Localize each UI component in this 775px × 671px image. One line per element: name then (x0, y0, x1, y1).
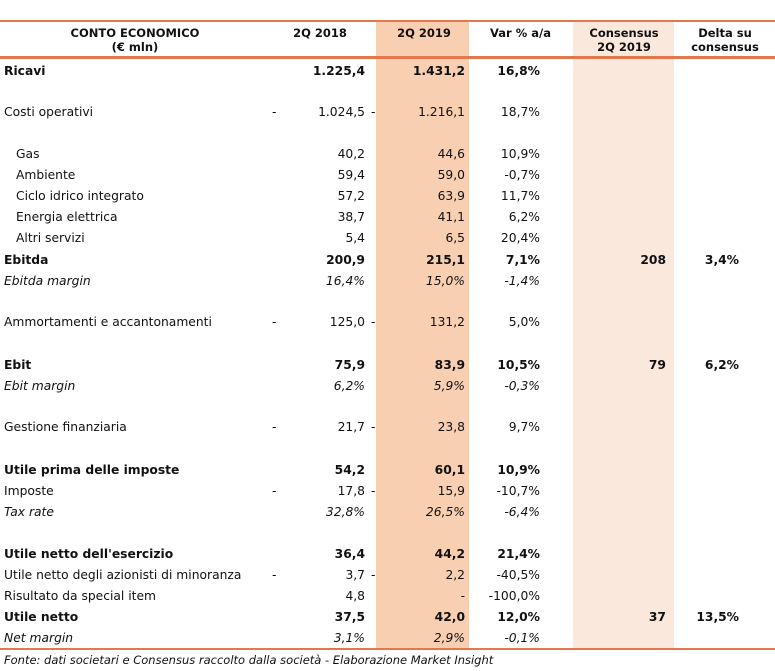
minus-sign-2q2019: - (371, 568, 376, 582)
value-2q2019: 2,2 (445, 568, 465, 582)
header-consensus: Consensus 2Q 2019 (589, 26, 659, 54)
value-consensus: 37 (648, 610, 666, 624)
value-2q2018: 4,8 (345, 589, 365, 603)
header-var: Var % a/a (490, 26, 551, 40)
value-2q2019: 26,5% (425, 505, 465, 519)
value-var: 7,1% (505, 253, 540, 267)
minus-sign-2q2018: - (272, 568, 277, 582)
table-row (0, 356, 775, 374)
row-label: Ambiente (16, 168, 76, 182)
bottom-rule (0, 648, 775, 650)
row-label: Utile netto degli azionisti di minoranza (4, 568, 242, 582)
value-2q2018: 1.225,4 (312, 64, 365, 78)
value-2q2019: 1.431,2 (412, 64, 465, 78)
top-rule (0, 20, 775, 22)
value-var: -0,7% (504, 168, 540, 182)
value-2q2019: 6,5 (445, 231, 465, 245)
table-row (0, 251, 775, 269)
row-label: Ammortamenti e accantonamenti (4, 315, 212, 329)
row-label: Ebitda (4, 253, 49, 267)
row-label: Energia elettrica (16, 210, 118, 224)
value-var: -40,5% (496, 568, 540, 582)
value-2q2019: 60,1 (434, 463, 465, 477)
row-label: Utile netto dell'esercizio (4, 547, 174, 561)
value-var: 21,4% (497, 547, 540, 561)
source-footnote: Fonte: dati societari e Consensus raccolto dalla società - Elaborazione Market Insight (4, 653, 494, 667)
value-var: -0,1% (504, 631, 540, 645)
table-row (0, 187, 775, 205)
value-2q2018: 21,7 (337, 420, 365, 434)
value-2q2019: 15,0% (425, 274, 465, 288)
table-row (0, 62, 775, 80)
row-label: Altri servizi (16, 231, 85, 245)
value-var: 10,5% (497, 358, 540, 372)
value-2q2019: 215,1 (426, 253, 465, 267)
row-label: Ricavi (4, 64, 46, 78)
value-delta: 13,5% (696, 610, 739, 624)
header-rule (0, 56, 775, 59)
value-var: 10,9% (497, 463, 540, 477)
value-2q2018: 40,2 (337, 147, 365, 161)
value-2q2018: 17,8 (337, 484, 365, 498)
value-2q2018: 57,2 (337, 189, 365, 203)
value-var: 20,4% (500, 231, 540, 245)
value-var: 10,9% (500, 147, 540, 161)
row-label: Ciclo idrico integrato (16, 189, 144, 203)
value-2q2018: 1.024,5 (318, 105, 365, 119)
table-row (0, 608, 775, 626)
minus-sign-2q2019: - (371, 484, 376, 498)
row-label: Risultato da special item (4, 589, 157, 603)
value-2q2018: 59,4 (337, 168, 365, 182)
row-label: Net margin (4, 631, 74, 645)
table-row (0, 103, 775, 121)
value-2q2018: 32,8% (325, 505, 365, 519)
value-var: 9,7% (508, 420, 540, 434)
table-row (0, 377, 775, 395)
value-2q2018: 5,4 (345, 231, 365, 245)
value-delta: 6,2% (704, 358, 739, 372)
value-2q2018: 38,7 (337, 210, 365, 224)
header-2q2018: 2Q 2018 (293, 26, 347, 40)
value-var: -1,4% (504, 274, 540, 288)
value-var: 6,2% (508, 210, 540, 224)
row-label: Costi operativi (4, 105, 94, 119)
table-row (0, 418, 775, 436)
table-row (0, 566, 775, 584)
row-label: Gas (16, 147, 40, 161)
value-2q2019: - (460, 589, 465, 603)
minus-sign-2q2019: - (371, 105, 376, 119)
value-2q2019: 5,9% (433, 379, 465, 393)
value-2q2019: 1.216,1 (418, 105, 465, 119)
row-label: Ebitda margin (4, 274, 91, 288)
value-delta: 3,4% (704, 253, 739, 267)
value-2q2018: 36,4 (334, 547, 365, 561)
table-row (0, 208, 775, 226)
value-2q2018: 3,7 (345, 568, 365, 582)
value-var: 12,0% (497, 610, 540, 624)
value-var: -0,3% (504, 379, 540, 393)
value-var: 16,8% (497, 64, 540, 78)
row-label: Imposte (4, 484, 54, 498)
value-var: -100,0% (488, 589, 540, 603)
value-var: 5,0% (508, 315, 540, 329)
row-label: Ebit margin (4, 379, 76, 393)
row-label: Tax rate (4, 505, 54, 519)
table-row (0, 587, 775, 605)
value-2q2019: 15,9 (437, 484, 465, 498)
value-2q2018: 125,0 (329, 315, 365, 329)
row-label: Utile prima delle imposte (4, 463, 180, 477)
value-2q2018: 6,2% (333, 379, 365, 393)
value-2q2018: 3,1% (333, 631, 365, 645)
table-row (0, 461, 775, 479)
value-2q2019: 2,9% (433, 631, 465, 645)
value-2q2019: 41,1 (437, 210, 465, 224)
value-2q2019: 44,2 (434, 547, 465, 561)
table-row (0, 503, 775, 521)
minus-sign-2q2018: - (272, 315, 277, 329)
value-2q2019: 42,0 (434, 610, 465, 624)
value-var: 11,7% (500, 189, 540, 203)
table-row (0, 145, 775, 163)
value-2q2019: 131,2 (429, 315, 465, 329)
header-delta: Delta su consensus (691, 26, 759, 54)
value-2q2019: 59,0 (437, 168, 465, 182)
minus-sign-2q2018: - (272, 420, 277, 434)
value-var: -6,4% (504, 505, 540, 519)
value-2q2019: 23,8 (437, 420, 465, 434)
value-2q2018: 200,9 (326, 253, 365, 267)
table-row (0, 166, 775, 184)
table-row (0, 229, 775, 247)
value-consensus: 79 (648, 358, 666, 372)
table-row (0, 313, 775, 331)
value-2q2018: 16,4% (325, 274, 365, 288)
value-2q2019: 44,6 (437, 147, 465, 161)
value-consensus: 208 (640, 253, 666, 267)
table-row (0, 482, 775, 500)
value-var: 18,7% (500, 105, 540, 119)
header-label: CONTO ECONOMICO (€ mln) (70, 26, 200, 54)
value-2q2018: 37,5 (334, 610, 365, 624)
value-2q2018: 75,9 (334, 358, 365, 372)
table-row (0, 545, 775, 563)
row-label: Ebit (4, 358, 32, 372)
minus-sign-2q2019: - (371, 315, 376, 329)
minus-sign-2q2019: - (371, 420, 376, 434)
minus-sign-2q2018: - (272, 105, 277, 119)
minus-sign-2q2018: - (272, 484, 277, 498)
value-2q2018: 54,2 (334, 463, 365, 477)
header-2q2019: 2Q 2019 (397, 26, 451, 40)
value-var: -10,7% (496, 484, 540, 498)
value-2q2019: 83,9 (434, 358, 465, 372)
value-2q2019: 63,9 (437, 189, 465, 203)
table-row (0, 272, 775, 290)
row-label: Gestione finanziaria (4, 420, 127, 434)
table-row (0, 629, 775, 647)
row-label: Utile netto (4, 610, 79, 624)
